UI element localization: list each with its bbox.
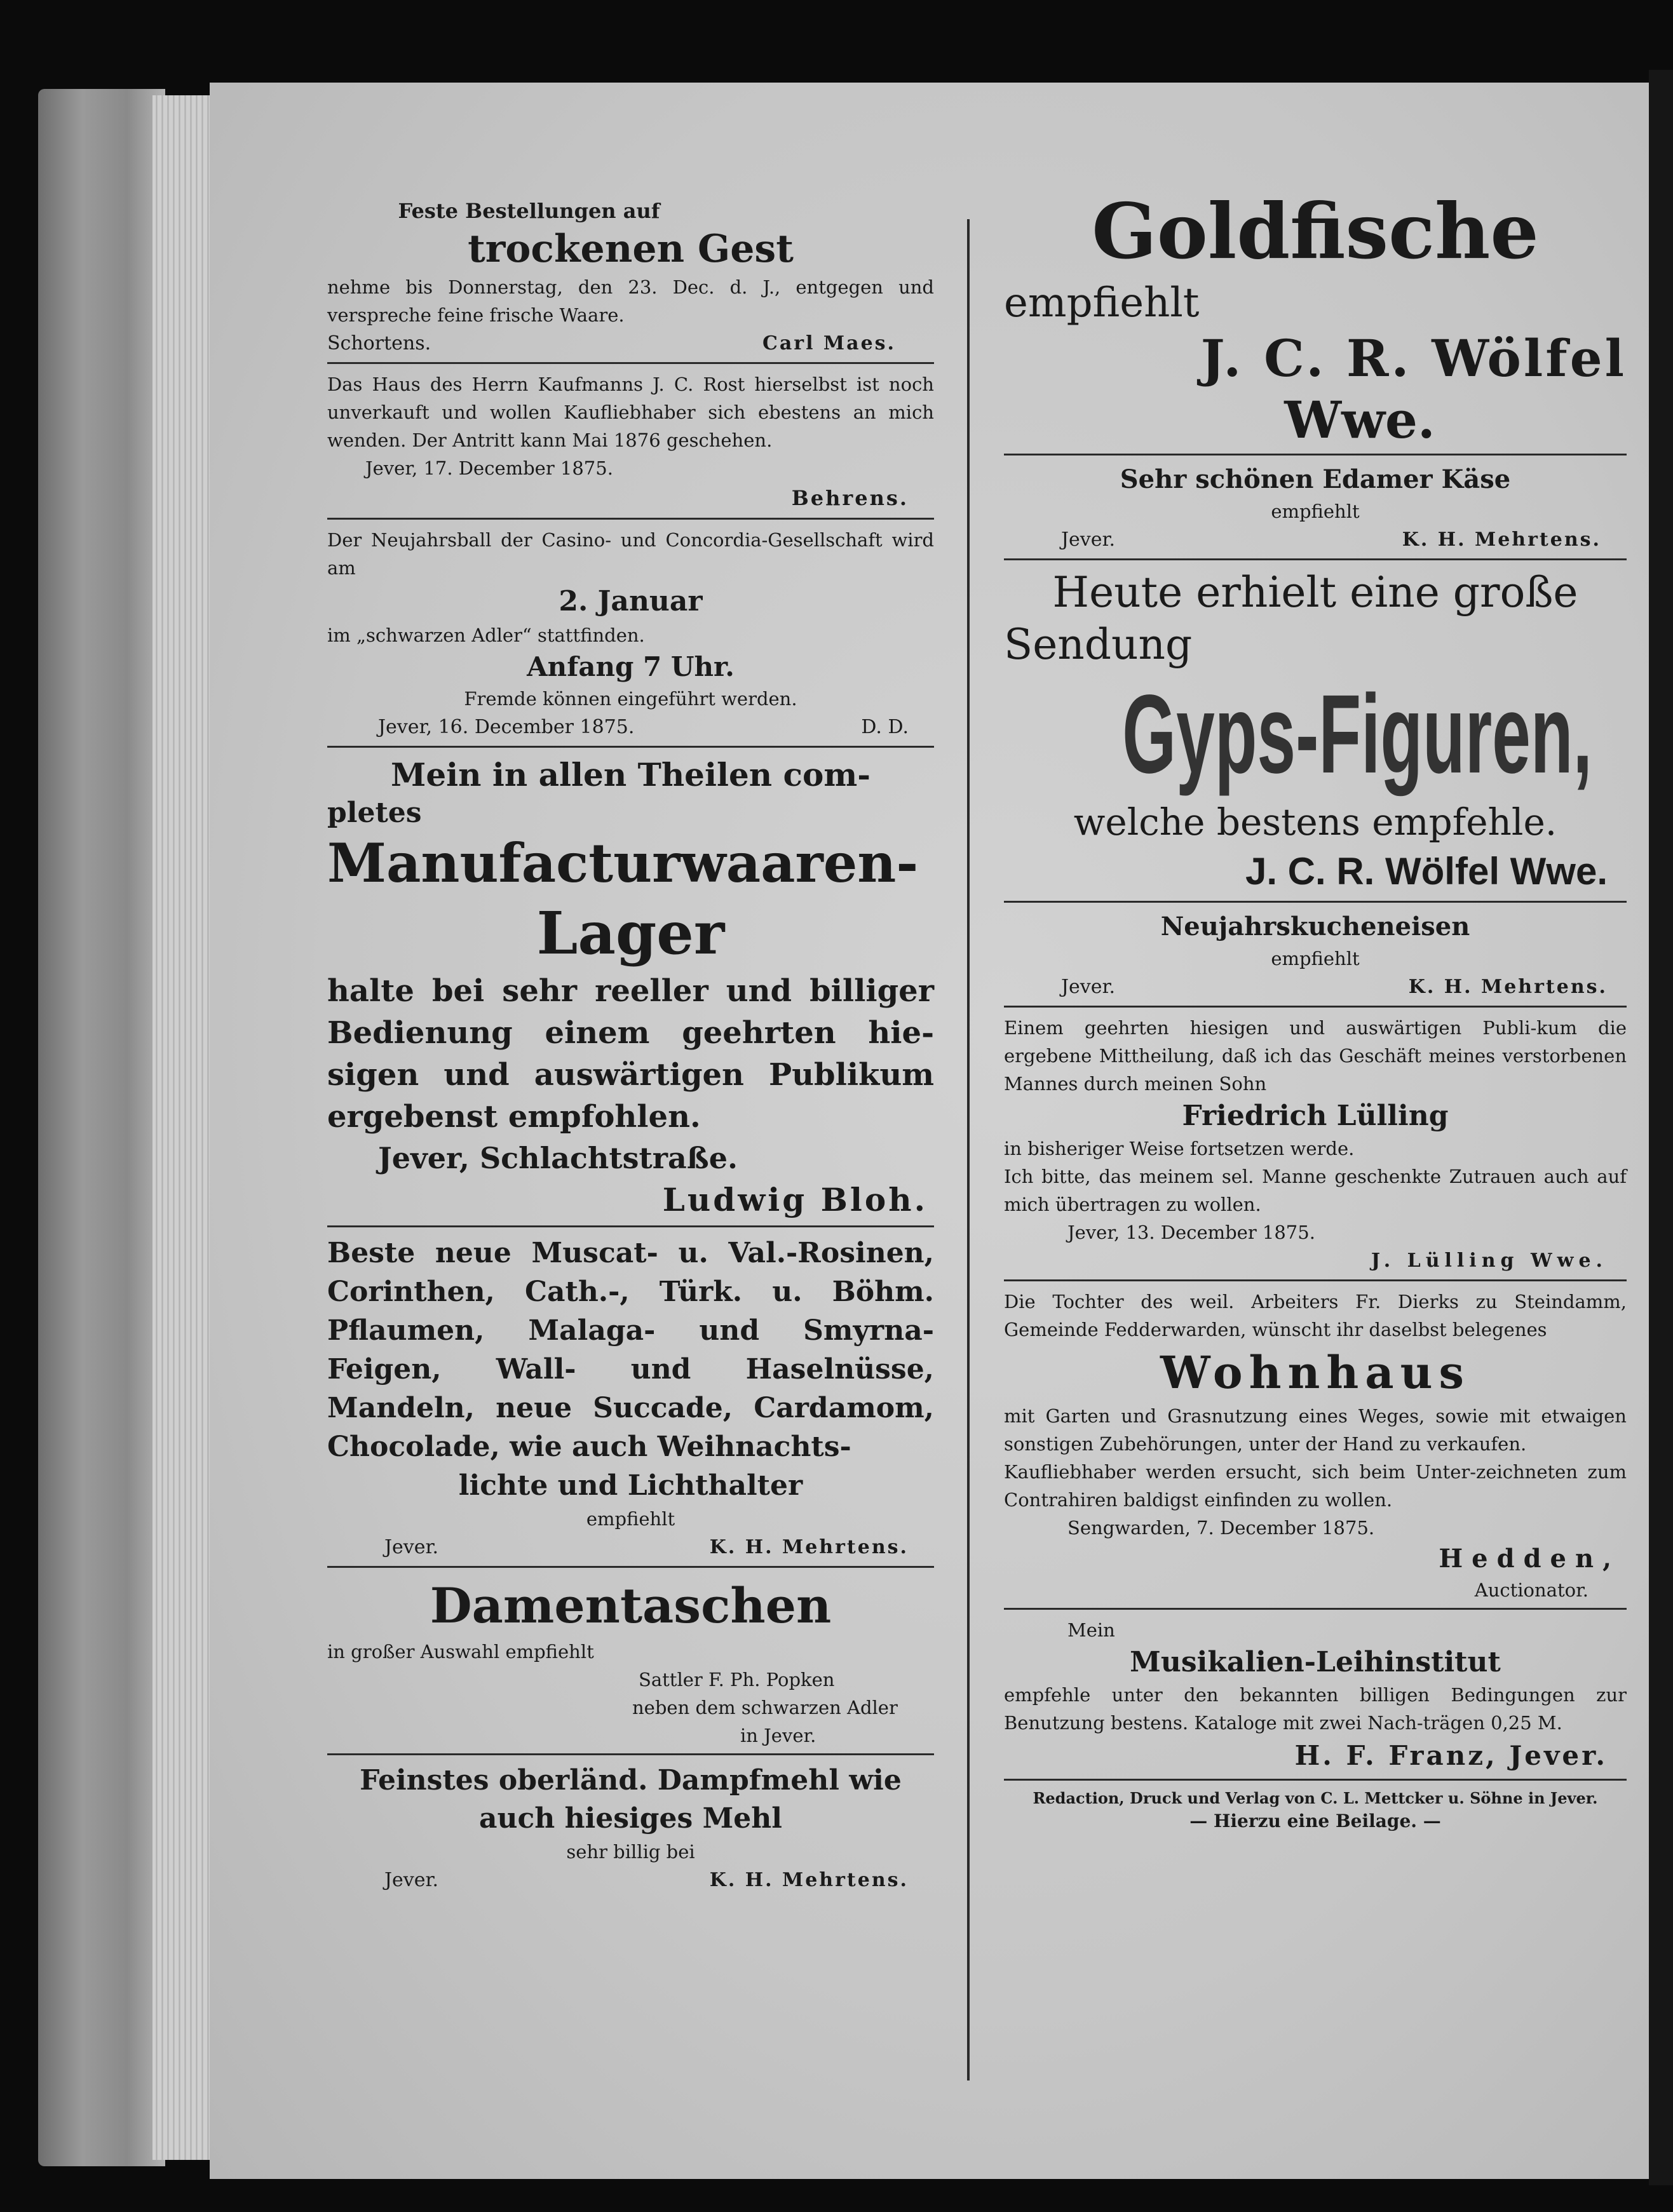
ad-signature-row <box>1004 525 1627 555</box>
ad-heading: Musikalien-Leihinstitut <box>1130 1646 1501 1678</box>
ad-place: Jever. <box>384 1869 439 1891</box>
ad-intro: Heute erhielt eine große <box>1052 568 1578 617</box>
ad-signer: J. C. R. Wölfel <box>1200 328 1627 388</box>
supplement-note: — Hierzu eine Beilage. — <box>1189 1811 1441 1831</box>
ad-separator <box>327 1225 934 1227</box>
ad-signer: K. H. Mehrtens. <box>1402 529 1601 551</box>
ad-signer: J. C. R. Wölfel Wwe. <box>1245 850 1608 893</box>
ad-separator <box>1004 454 1627 455</box>
ad-date: Jever, 16. December 1875. <box>378 716 635 738</box>
ad-signer: Ludwig Bloh. <box>662 1181 928 1218</box>
ad-recommend: empfiehlt <box>1271 948 1360 969</box>
ad-wohnhaus <box>1004 1288 1627 1604</box>
ad-intro: Mein in allen Theilen com- <box>390 756 870 793</box>
footer-separator <box>1004 1779 1627 1781</box>
ad-signer: K. H. Mehrtens. <box>709 1536 909 1558</box>
ad-heading: Lager <box>536 899 725 968</box>
ad-body: Einem geehrten hiesigen und auswärtigen Publi-kum die ergebene Mittheilung, daß ich das Geschäft meines verstorbenen Mannes durch meinen Sohn <box>1004 1017 1627 1095</box>
ad-rosinen <box>327 1234 934 1562</box>
ad-separator <box>1004 1608 1627 1610</box>
ad-start: Anfang 7 Uhr. <box>527 651 735 682</box>
book-spine <box>38 89 165 2166</box>
ad-edamer-kaese <box>1004 462 1627 555</box>
ad-separator <box>327 1566 934 1568</box>
ad-body-last: lichte und Lichthalter <box>458 1469 803 1502</box>
ad-date: Sengwarden, 7. December 1875. <box>1067 1517 1375 1539</box>
ad-body: Das Haus des Herrn Kaufmanns J. C. Rost hierselbst ist noch unverkauft und wollen Kaufliebhaber sich ebestens an mich wenden. Der Antritt kann Mai 1876 geschehen. <box>327 374 934 451</box>
ad-intro: Mein <box>1067 1619 1115 1641</box>
ad-heading: Damentaschen <box>430 1577 832 1634</box>
ad-signer: Wwe. <box>1284 390 1435 450</box>
ad-signer: H. F. Franz, Jever. <box>1294 1740 1608 1771</box>
ad-musikalien <box>1004 1616 1627 1775</box>
ad-heading: Sehr schönen Edamer Käse <box>1120 464 1511 494</box>
ad-body: mit Garten und Grasnutzung eines Weges, sowie mit etwaigen sonstigen Zubehörungen, unter der Hand zu verkaufen. <box>1004 1405 1627 1455</box>
ad-signature-row <box>1004 973 1627 1002</box>
ad-heading: Goldfische <box>1092 187 1539 276</box>
ad-damentaschen <box>327 1574 934 1750</box>
left-column <box>327 197 934 1895</box>
ad-heading: auch hiesiges Mehl <box>478 1802 783 1835</box>
ad-place: Jever, Schlachtstraße. <box>378 1141 738 1175</box>
imprint: Redaction, Druck und Verlag von C. L. Mettcker u. Söhne in Jever. <box>1033 1789 1598 1807</box>
ad-heading: Feinstes oberländ. Dampfmehl wie <box>360 1764 902 1797</box>
ad-signer-place: in Jever. <box>740 1725 816 1746</box>
ad-signer: K. H. Mehrtens. <box>709 1869 909 1891</box>
ad-body: Der Neujahrsball der Casino- und Concordia-Gesellschaft wird am <box>327 529 934 579</box>
ad-signer: Hedden, <box>1439 1544 1620 1574</box>
ad-signer: Behrens. <box>791 486 909 510</box>
ad-signer: K. H. Mehrtens. <box>1408 976 1608 998</box>
ad-date: Jever, 13. December 1875. <box>1067 1222 1315 1243</box>
ad-separator <box>327 362 934 364</box>
ad-body: in großer Auswahl empfiehlt <box>327 1641 594 1662</box>
column-divider <box>967 219 970 2080</box>
ad-recommend: empfiehlt <box>1004 280 1200 327</box>
ad-dampfmehl <box>327 1762 934 1895</box>
ad-place-line: im „schwarzen Adler“ stattfinden. <box>327 624 645 646</box>
ad-separator <box>1004 901 1627 903</box>
ad-separator <box>327 1753 934 1755</box>
ad-heading: trockenen Gest <box>468 227 794 271</box>
ad-gyps-figuren <box>1004 567 1627 897</box>
ad-haus-rost <box>327 370 934 514</box>
right-column <box>1004 184 1627 1833</box>
ad-signer-role: Auctionator. <box>1474 1579 1588 1601</box>
ad-separator <box>327 518 934 520</box>
scan-border <box>1649 70 1673 2185</box>
ad-heading: Wohnhaus <box>1160 1346 1470 1399</box>
ad-place: Jever. <box>1061 529 1116 551</box>
ad-signer: J. Lülling Wwe. <box>1371 1250 1608 1272</box>
ad-separator <box>1004 1279 1627 1281</box>
ad-neujahrsball <box>327 526 934 742</box>
ad-signer: Carl Maes. <box>762 332 896 354</box>
ad-body: Beste neue Muscat- u. Val.-Rosinen, Corinthen, Cath.-, Türk. u. Böhm. Pflaumen, Malaga- und Smyrna-Feigen, Wall- und Haselnüsse, Mandeln, neue Succade, Cardamom, Chocolade, wie auch Weihnachts- <box>327 1237 934 1463</box>
ad-place: Jever. <box>384 1536 439 1558</box>
ad-signature-row <box>327 713 934 742</box>
ad-body: halte bei sehr reeller und billiger Bedienung einem geehrten hie-sigen und auswärtigen Publikum ergebenst empfohlen. <box>327 973 934 1135</box>
ad-note: Fremde können eingeführt werden. <box>464 688 797 710</box>
ad-signature-row <box>327 1866 934 1895</box>
ad-signer-address: neben dem schwarzen Adler <box>632 1697 898 1718</box>
ad-intro: pletes <box>327 797 422 829</box>
ad-body: nehme bis Donnerstag, den 23. Dec. d. J., entgegen und verspreche feine frische Waare. <box>327 276 934 326</box>
ad-signer: D. D. <box>861 716 909 738</box>
ad-trockenen-gest <box>327 197 934 358</box>
ad-goldfische <box>1004 184 1627 450</box>
ad-signature-row <box>327 329 934 358</box>
ad-body: Kaufliebhaber werden ersucht, sich beim Unter-zeichneten zum Contrahiren baldigst einfinden zu wollen. <box>1004 1461 1627 1511</box>
ad-body: Die Tochter des weil. Arbeiters Fr. Dierks zu Steindamm, Gemeinde Fedderwarden, wünscht ihr daselbst belegenes <box>1004 1291 1627 1340</box>
ad-heading: Manufacturwaaren- <box>327 832 919 894</box>
ad-luelling <box>1004 1014 1627 1276</box>
ad-name: Friedrich Lülling <box>1182 1100 1449 1132</box>
ad-date-big: 2. Januar <box>559 585 703 617</box>
ad-date: Jever, 17. December 1875. <box>365 457 613 479</box>
ad-separator <box>1004 1006 1627 1008</box>
ad-place: Jever. <box>1061 976 1116 998</box>
ad-heading: Neujahrskucheneisen <box>1160 912 1470 941</box>
ad-recommend: empfiehlt <box>586 1508 675 1530</box>
ad-manufacturwaaren <box>327 754 934 1222</box>
ad-body: welche bestens empfehle. <box>1073 800 1557 844</box>
ad-place: Schortens. <box>327 332 431 354</box>
ad-signature-row <box>327 1533 934 1562</box>
ad-body: Ich bitte, das meinem sel. Manne geschenkte Zutrauen auch auf mich übertragen zu wollen. <box>1004 1166 1627 1215</box>
ad-neujahrskucheneisen <box>1004 909 1627 1002</box>
ad-signer: Sattler F. Ph. Popken <box>639 1669 835 1690</box>
ad-intro: Sendung <box>1004 620 1193 669</box>
ad-separator <box>327 746 934 748</box>
ad-heading: Gyps-Figuren, <box>1122 672 1592 797</box>
ad-recommend: empfiehlt <box>1271 501 1360 522</box>
ad-body: empfehle unter den bekannten billigen Bedingungen zur Benutzung bestens. Kataloge mit zwei Nach-trägen 0,25 M. <box>1004 1684 1627 1734</box>
ad-separator <box>1004 558 1627 560</box>
ad-small-heading: Feste Bestellungen auf <box>398 199 660 223</box>
ad-body: sehr billig bei <box>566 1841 695 1863</box>
ad-body: in bisheriger Weise fortsetzen werde. <box>1004 1138 1355 1159</box>
